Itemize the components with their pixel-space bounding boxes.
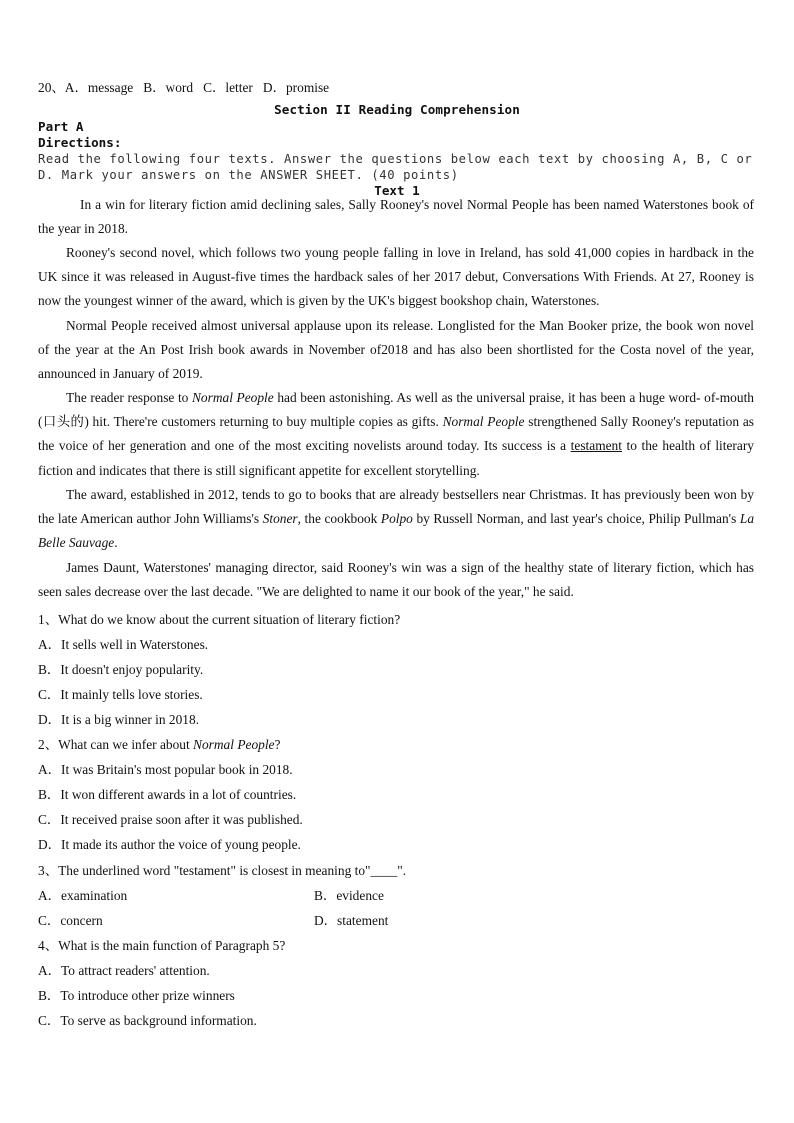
paragraph-6: James Daunt, Waterstones' managing director, said Rooney's win was a sign of the healthy state of literary fiction, which has seen sales decrease over the last decade. "We are delighted to name it our book of the year," he said. <box>38 560 754 600</box>
question-number: 20、 <box>38 80 65 95</box>
paragraph-1: In a win for literary fiction amid declining sales, Sally Rooney's novel Normal People has been named Waterstones book of the year in 2018. <box>38 197 754 237</box>
directions-label: Directions: <box>38 135 122 150</box>
directions-text: Read the following four texts. Answer the questions below each text by choosing A, B, C or D. Mark your answers on the ANSWER SHEET. (40 points) <box>38 152 753 182</box>
option-d: D．promise <box>262 80 330 95</box>
underlined-word-testament: testament <box>570 438 622 454</box>
text-heading: Text 1 <box>374 183 420 198</box>
question-20-options <box>38 77 339 96</box>
question-2-option-a: A．It was Britain's most popular book in 2018. <box>38 762 293 777</box>
book-title-la-belle-sauvage: La Belle Sauvage <box>38 511 755 551</box>
question-3-option-b: B．evidence <box>314 888 384 903</box>
section-title: Section II Reading Comprehension <box>274 102 520 117</box>
question-3-stem: 3、The underlined word "testament" is closest in meaning to"____". <box>38 863 407 878</box>
option-b: B．word <box>143 80 194 95</box>
question-1-stem: 1、What do we know about the current situation of literary fiction? <box>38 612 401 627</box>
p4-text-e: strengthened Sally Rooney's reputation as the voice of her generation and one of the most exciting novelists around today. Its success is a <box>38 414 754 454</box>
p5-text-a: The award, established in 2012, tends to go to books that are already bestsellers near Christmas. It has previously been won by the late American author John Williams's <box>38 487 754 527</box>
question-4-option-c: C．To serve as background information. <box>38 1013 257 1028</box>
question-2-option-c: C．It received praise soon after it was published. <box>38 812 303 827</box>
book-title-normal-people: Normal People <box>193 737 275 752</box>
q2-stem-c: ? <box>274 737 281 752</box>
p5-text-c: , the cookbook <box>297 511 381 527</box>
question-3-option-a: A．examination <box>38 888 128 903</box>
question-4-option-a: A．To attract readers' attention. <box>38 963 210 978</box>
question-4-option-b: B．To introduce other prize winners <box>38 988 235 1003</box>
question-3-option-c: C．concern <box>38 913 103 928</box>
book-title-polpo: Polpo <box>380 511 413 527</box>
paragraph-5 <box>38 483 754 556</box>
question-4-stem: 4、What is the main function of Paragraph 5? <box>38 938 286 953</box>
question-1-option-c: C．It mainly tells love stories. <box>38 687 203 702</box>
p4-text-g: to the health of literary fiction and indicates that there is still significant appetite for excellent storytelling. <box>38 438 754 478</box>
p5-text-e: by Russell Norman, and last year's choice, Philip Pullman's <box>412 511 740 527</box>
q2-stem-a: 2、What can we infer about <box>38 737 194 752</box>
p4-text-c: had been astonishing. As well as the universal praise, it has been a huge word- of-mouth (口头的) hit. There're customers returning to buy multiple copies as gifts. <box>38 390 754 430</box>
part-label: Part A <box>38 119 84 134</box>
question-1-option-a: A．It sells well in Waterstones. <box>38 637 209 652</box>
question-3-option-d: D．statement <box>314 913 389 928</box>
question-2-option-d: D．It made its author the voice of young people. <box>38 837 301 852</box>
question-2-stem <box>38 734 280 753</box>
option-c: C．letter <box>203 80 253 95</box>
paragraph-4 <box>38 386 754 483</box>
book-title-normal-people: Normal People <box>192 390 274 405</box>
question-2-option-b: B．It won different awards in a lot of countries. <box>38 787 297 802</box>
option-a: A．message <box>64 80 134 95</box>
paragraph-3: Normal People received almost universal applause upon its release. Longlisted for the Man Booker prize, the book won novel of the year at the An Post Irish book awards in November of2018 and has also been shortlisted for the Costa novel of the year, announced in January of 2019. <box>38 318 754 382</box>
paragraph-2: Rooney's second novel, which follows two young people falling in love in Ireland, has sold 41,000 copies in hardback in the UK since it was released in August-five times the hardback sales of her 2017 debut, Conversations With Friends. At 27, Rooney is now the youngest winner of the award, which is given by the UK's biggest bookshop chain, Waterstones. <box>38 245 754 309</box>
p5-text-g: . <box>114 535 118 551</box>
book-title-normal-people: Normal People <box>442 414 525 430</box>
book-title-stoner: Stoner <box>262 511 298 527</box>
question-1-option-b: B．It doesn't enjoy popularity. <box>38 662 204 677</box>
p4-text-a: The reader response to <box>66 390 192 405</box>
question-1-option-d: D．It is a big winner in 2018. <box>38 712 200 727</box>
